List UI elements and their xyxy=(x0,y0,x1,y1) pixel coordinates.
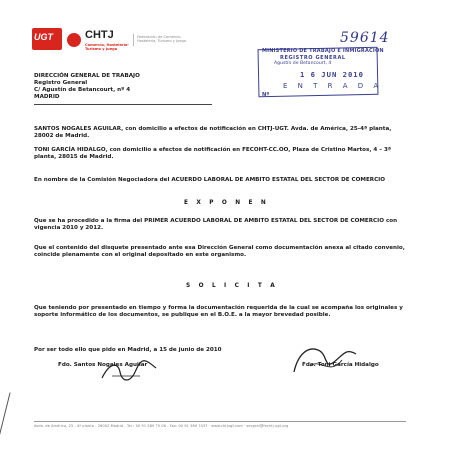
footer-divider xyxy=(34,421,406,422)
recipient-line-4: MADRID xyxy=(34,94,60,100)
recipient-line-2: Registro General xyxy=(34,80,88,86)
stamp-registro: REGISTRO GENERAL xyxy=(280,55,346,61)
chtj-subtitle: Comercio, Hostelería- Turismo y Juego xyxy=(85,43,129,52)
signature-santos-name: Fdo. Santos Nogales Aguilar xyxy=(58,362,148,368)
paragraph-comision: En nombre de la Comisión Negociadora del ACUERDO LABORAL DE AMBITO ESTATAL DEL SECTOR DE COMERCIO xyxy=(34,177,386,183)
paragraph-disquete: Que el contenido del disquete presentado ante esa Dirección General como documentación anexa al citado convenio, coincide plenamente con el original depositado en este organismo. xyxy=(34,245,405,258)
stamp-address: Agustín de Betancourt, 4 xyxy=(274,61,332,66)
scan-margin-mark xyxy=(0,393,11,438)
heading-solicita: S O L I C I T A xyxy=(186,283,278,289)
letterhead-divider xyxy=(133,34,134,46)
signature-toni-name: Fdo. Toni García Hidalgo xyxy=(302,362,379,368)
recipient-line-3: C/ Agustín de Betancourt, nº 4 xyxy=(34,87,131,93)
paragraph-santos: SANTOS NOGALES AGUILAR, con domicilio a efectos de notificación en CHTJ-UGT. Avda. de América, 25-4ª planta, 28002 de Madrid. xyxy=(34,126,392,139)
footer-address: Avda. de América, 25 - 4ª planta - 28002 Madrid - Tel.: 00 91 589 75 06 - Fax: 00 91 589 7437 · www.chtjugt.com · secgral@fechtj.ugt.org xyxy=(34,424,289,428)
ugt-logo-text: UGT xyxy=(34,32,53,42)
paragraph-firma: Que se ha procedido a la firma del PRIMER ACUERDO LABORAL DE AMBITO ESTATAL DEL SECTOR DE COMERCIO con vigencia 2010 y 2012. xyxy=(34,218,398,231)
recipient-underline xyxy=(34,104,212,105)
recipient-line-1: DIRECCIÓN GENERAL DE TRABAJO xyxy=(34,73,140,79)
registry-number: 59614 xyxy=(340,30,390,46)
paragraph-toni: TONI GARCÍA HIDALGO, con domicilio a efectos de notificación en FECOHT-CC.OO, Plaza de Cristino Martos, 4 – 3ª planta, 28015 de Madrid. xyxy=(34,147,392,160)
stamp-number-label: Nº xyxy=(262,92,270,98)
paragraph-solicitud: Que teniendo por presentado en tiempo y forma la documentación requerida de la cual se acompaña los originales y soporte informático de los documentos, se publique en el B.O.E. a la mayor brevedad posible. xyxy=(34,305,403,318)
stamp-date: 1 6 JUN 2010 xyxy=(300,70,364,79)
stamp-entrada: E N T R A D A xyxy=(283,82,383,90)
federation-name: Federación de Comercio, Hostelería, Turismo y Juego xyxy=(137,35,186,44)
heading-exponen: E X P O N E N xyxy=(184,200,269,206)
stamp-ministry: MINISTERIO DE TRABAJO E INMIGRACIÓN xyxy=(262,48,384,54)
closing-line: Por ser todo ello que pido en Madrid, a 15 de junio de 2010 xyxy=(34,347,222,353)
chtj-name: CHTJ xyxy=(85,29,114,41)
chtj-emblem-icon xyxy=(67,33,81,47)
